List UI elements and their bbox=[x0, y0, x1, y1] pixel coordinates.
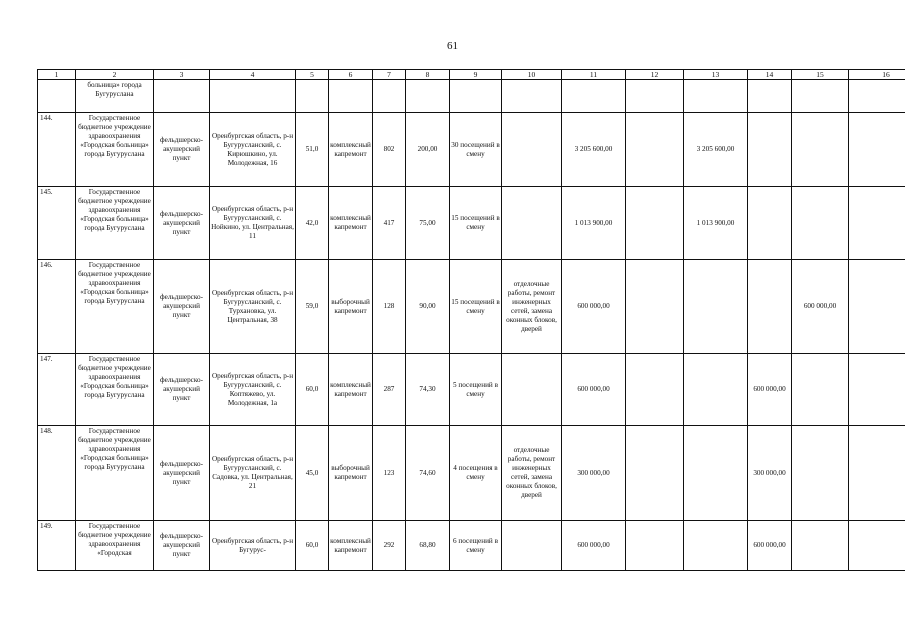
row-index: 147. bbox=[38, 354, 76, 426]
total-amount bbox=[562, 80, 626, 113]
amount-col-14 bbox=[748, 187, 792, 260]
cost-value: 68,80 bbox=[406, 521, 450, 571]
area: 42,0 bbox=[296, 187, 329, 260]
address: Оренбургская область, р-н Бугурусланский, с. Садовка, ул. Центральная, 21 bbox=[210, 426, 296, 521]
page-number: 61 bbox=[447, 40, 458, 52]
organization-name: Государственное бюджетное учреждение здравоохранения «Городская больница» города Бугуруслана bbox=[76, 260, 154, 354]
organization-name: больница» города Бугуруслана bbox=[76, 80, 154, 113]
facility-type: фельдшерско-акушерский пункт bbox=[154, 426, 210, 521]
repair-type bbox=[329, 80, 373, 113]
population: 287 bbox=[373, 354, 406, 426]
cost-value: 90,00 bbox=[406, 260, 450, 354]
amount-col-16 bbox=[849, 80, 905, 113]
capital-repair-table bbox=[37, 69, 905, 571]
population: 292 bbox=[373, 521, 406, 571]
organization-name: Государственное бюджетное учреждение здравоохранения «Городская больница» города Бугуруслана bbox=[76, 187, 154, 260]
cost-value: 200,00 bbox=[406, 113, 450, 187]
facility-type: фельдшерско-акушерский пункт bbox=[154, 521, 210, 571]
total-amount: 600 000,00 bbox=[562, 354, 626, 426]
amount-col-13 bbox=[684, 354, 748, 426]
facility-type: фельдшерско-акушерский пункт bbox=[154, 260, 210, 354]
capacity bbox=[450, 80, 502, 113]
amount-col-15 bbox=[792, 521, 849, 571]
organization-name: Государственное бюджетное учреждение здравоохранения «Городская больница» города Бугуруслана bbox=[76, 354, 154, 426]
amount-col-13 bbox=[684, 260, 748, 354]
total-amount: 3 205 600,00 bbox=[562, 113, 626, 187]
column-number: 1 bbox=[38, 70, 76, 80]
area bbox=[296, 80, 329, 113]
table-row bbox=[38, 354, 905, 426]
amount-col-12 bbox=[626, 354, 684, 426]
facility-type: фельдшерско-акушерский пункт bbox=[154, 354, 210, 426]
work-description bbox=[502, 354, 562, 426]
population bbox=[373, 80, 406, 113]
capacity: 15 посещений в смену bbox=[450, 187, 502, 260]
population: 128 bbox=[373, 260, 406, 354]
capacity: 6 посещений в смену bbox=[450, 521, 502, 571]
organization-name: Государственное бюджетное учреждение здравоохранения «Городская больница» города Бугуруслана bbox=[76, 426, 154, 521]
column-number: 8 bbox=[406, 70, 450, 80]
amount-col-12 bbox=[626, 426, 684, 521]
population: 802 bbox=[373, 113, 406, 187]
facility-type bbox=[154, 80, 210, 113]
row-index: 144. bbox=[38, 113, 76, 187]
column-number: 14 bbox=[748, 70, 792, 80]
amount-col-12 bbox=[626, 260, 684, 354]
amount-col-15 bbox=[792, 187, 849, 260]
address: Оренбургская область, р-н Бугурусланский, с. Турхановка, ул. Центральная, 38 bbox=[210, 260, 296, 354]
row-index: 146. bbox=[38, 260, 76, 354]
capacity: 4 посещения в смену bbox=[450, 426, 502, 521]
amount-col-15 bbox=[792, 354, 849, 426]
amount-col-14: 600 000,00 bbox=[748, 521, 792, 571]
amount-col-13: 3 205 600,00 bbox=[684, 113, 748, 187]
table-row bbox=[38, 521, 905, 571]
row-index bbox=[38, 80, 76, 113]
column-number: 13 bbox=[684, 70, 748, 80]
column-number: 7 bbox=[373, 70, 406, 80]
amount-col-15 bbox=[792, 113, 849, 187]
organization-name: Государственное бюджетное учреждение здравоохранения «Городская bbox=[76, 521, 154, 571]
amount-col-13 bbox=[684, 426, 748, 521]
amount-col-13 bbox=[684, 80, 748, 113]
column-number-row bbox=[38, 70, 905, 80]
amount-col-14 bbox=[748, 113, 792, 187]
repair-type: комплексный капремонт bbox=[329, 113, 373, 187]
amount-col-14: 300 000,00 bbox=[748, 426, 792, 521]
amount-col-14 bbox=[748, 80, 792, 113]
column-number: 5 bbox=[296, 70, 329, 80]
work-description bbox=[502, 80, 562, 113]
amount-col-13: 1 013 900,00 bbox=[684, 187, 748, 260]
column-number: 16 bbox=[849, 70, 905, 80]
cost-value: 74,60 bbox=[406, 426, 450, 521]
population: 417 bbox=[373, 187, 406, 260]
amount-col-15: 600 000,00 bbox=[792, 260, 849, 354]
column-number: 3 bbox=[154, 70, 210, 80]
work-description bbox=[502, 521, 562, 571]
total-amount: 300 000,00 bbox=[562, 426, 626, 521]
address: Оренбургская область, р-н Бугурусланский, с. Нойкино, ул. Центральная, 11 bbox=[210, 187, 296, 260]
amount-col-16 bbox=[849, 187, 905, 260]
cost-value bbox=[406, 80, 450, 113]
column-number: 6 bbox=[329, 70, 373, 80]
amount-col-12 bbox=[626, 521, 684, 571]
area: 60,0 bbox=[296, 354, 329, 426]
table-row bbox=[38, 426, 905, 521]
amount-col-14 bbox=[748, 260, 792, 354]
area: 60,0 bbox=[296, 521, 329, 571]
total-amount: 600 000,00 bbox=[562, 260, 626, 354]
capacity: 15 посещений в смену bbox=[450, 260, 502, 354]
facility-type: фельдшерско-акушерский пункт bbox=[154, 187, 210, 260]
amount-col-13 bbox=[684, 521, 748, 571]
area: 51,0 bbox=[296, 113, 329, 187]
column-number: 10 bbox=[502, 70, 562, 80]
capacity: 5 посещений в смену bbox=[450, 354, 502, 426]
table-row bbox=[38, 113, 905, 187]
column-number: 4 bbox=[210, 70, 296, 80]
repair-type: комплексный капремонт bbox=[329, 187, 373, 260]
address: Оренбургская область, р-н Бугурусланский, с. Кирюшкино, ул. Молодежная, 16 bbox=[210, 113, 296, 187]
row-index: 148. bbox=[38, 426, 76, 521]
column-number: 12 bbox=[626, 70, 684, 80]
work-description bbox=[502, 113, 562, 187]
organization-name: Государственное бюджетное учреждение здравоохранения «Городская больница» города Бугуруслана bbox=[76, 113, 154, 187]
total-amount: 1 013 900,00 bbox=[562, 187, 626, 260]
repair-type: выборочный капремонт bbox=[329, 260, 373, 354]
amount-col-12 bbox=[626, 187, 684, 260]
work-description bbox=[502, 187, 562, 260]
amount-col-12 bbox=[626, 80, 684, 113]
area: 45,0 bbox=[296, 426, 329, 521]
amount-col-16 bbox=[849, 426, 905, 521]
column-number: 9 bbox=[450, 70, 502, 80]
work-description: отделочные работы, ремонт инженерных сетей, замена оконных блоков, дверей bbox=[502, 426, 562, 521]
amount-col-14: 600 000,00 bbox=[748, 354, 792, 426]
row-index: 145. bbox=[38, 187, 76, 260]
total-amount: 600 000,00 bbox=[562, 521, 626, 571]
repair-type: выборочный капремонт bbox=[329, 426, 373, 521]
column-number: 2 bbox=[76, 70, 154, 80]
amount-col-16 bbox=[849, 113, 905, 187]
amount-col-16 bbox=[849, 521, 905, 571]
table-row bbox=[38, 260, 905, 354]
capacity: 30 посещений в смену bbox=[450, 113, 502, 187]
address: Оренбургская область, р-н Бугурусланский, с. Коптяжево, ул. Молодежная, 1а bbox=[210, 354, 296, 426]
population: 123 bbox=[373, 426, 406, 521]
cost-value: 75,00 bbox=[406, 187, 450, 260]
column-number: 11 bbox=[562, 70, 626, 80]
amount-col-12 bbox=[626, 113, 684, 187]
table-row bbox=[38, 187, 905, 260]
amount-col-15 bbox=[792, 80, 849, 113]
column-number: 15 bbox=[792, 70, 849, 80]
area: 59,0 bbox=[296, 260, 329, 354]
repair-type: комплексный капремонт bbox=[329, 521, 373, 571]
work-description: отделочные работы, ремонт инженерных сетей, замена оконных блоков, дверей bbox=[502, 260, 562, 354]
address bbox=[210, 80, 296, 113]
address: Оренбургская область, р-н Бугурус- bbox=[210, 521, 296, 571]
row-index: 149. bbox=[38, 521, 76, 571]
amount-col-16 bbox=[849, 260, 905, 354]
repair-type: комплексный капремонт bbox=[329, 354, 373, 426]
amount-col-15 bbox=[792, 426, 849, 521]
facility-type: фельдшерско-акушерский пункт bbox=[154, 113, 210, 187]
cost-value: 74,30 bbox=[406, 354, 450, 426]
amount-col-16 bbox=[849, 354, 905, 426]
continuation-row bbox=[38, 80, 905, 113]
